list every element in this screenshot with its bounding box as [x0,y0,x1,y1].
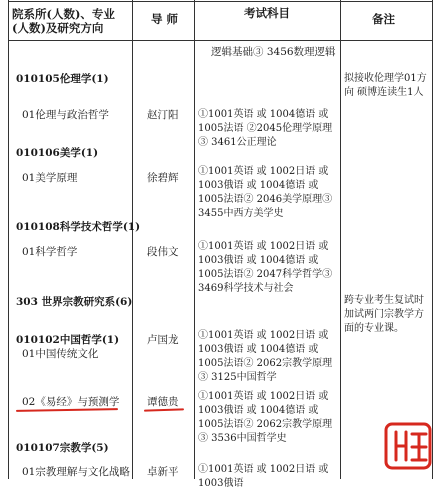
col-divider-2 [194,0,195,479]
tutor-aesthetics: 徐碧辉 [147,172,179,184]
red-underline-direction [16,408,118,412]
header-bottom-rule [8,40,433,41]
major-title-ethics: 010105伦理学(1) [16,73,109,85]
col-divider-1 [132,0,133,479]
subjects-religion: ①1001英语 或 1002日语 或 1003俄语 [198,464,329,489]
note-religion: 跨专业考生复试时加试两门宗教学方面的专业课。 [344,295,424,334]
table-border-top [8,1,433,2]
department-title-religion: 303 世界宗教研究系(6) [16,296,133,308]
major-title-religion: 010107宗教学(5) [16,442,109,454]
header-col-tutor: 导 师 [151,12,179,26]
direction-aesthetics: 01美学原理 [22,172,78,184]
subjects-aesthetics: ①1001英语 或 1002日语 或 1003俄语 或 1004德语 或 1005法语② 2046美学原理③ 3455中西方美学史 [198,166,333,219]
major-title-science: 010108科学技术哲学(1) [16,221,141,233]
table-border-left [8,0,9,479]
header-col-department: 院系所(人数)、专业(人数)及研究方向 [12,7,115,35]
direction-religion: 01宗教理解与文化战略 [22,466,130,478]
direction-yijing: 02《易经》与预测学 [22,396,120,408]
tutor-religion: 卓新平 [147,466,179,478]
subjects-continued: 逻辑基础③ 3456数理逻辑 [211,46,336,58]
direction-science: 01科学哲学 [22,246,78,258]
tutor-traditional-culture: 卢国龙 [147,334,179,346]
subjects-ethics: ①1001英语 或 1004德语 或 1005法语 ②2045伦理学原理③ 3461公正理论 [198,109,333,148]
subjects-yijing: ①1001英语 或 1002日语 或 1003俄语 或 1004德语 或 1005法语② 2062宗教学原理③ 3536中国哲学史 [198,391,333,444]
tutor-science: 段伟文 [147,246,179,258]
tutor-yijing: 谭德贵 [147,396,179,408]
tutor-ethics: 赵汀阳 [147,109,179,121]
red-seal-stamp [382,420,434,472]
subjects-science: ①1001英语 或 1002日语 或 1003俄语 或 1004德语 或 1005法语② 2047科学哲学③ 3469科学技术与社会 [198,241,333,294]
major-title-aesthetics: 010106美学(1) [16,147,99,159]
header-col-notes: 备注 [372,12,395,26]
direction-ethics: 01伦理与政治哲学 [22,109,109,121]
direction-traditional-culture: 01中国传统文化 [22,348,99,360]
note-ethics: 拟接收伦理学01方向 硕博连读生1人 [344,73,427,98]
header-col-subjects: 考试科目 [244,6,290,20]
red-underline-tutor [144,408,184,411]
major-title-chinese-philosophy: 010102中国哲学(1) [16,334,120,346]
subjects-traditional-culture: ①1001英语 或 1002日语 或 1003俄语 或 1004德语 或 1005法语② 2062宗教学原理③ 3125中国哲学 [198,330,333,383]
table-border-right [432,0,433,479]
